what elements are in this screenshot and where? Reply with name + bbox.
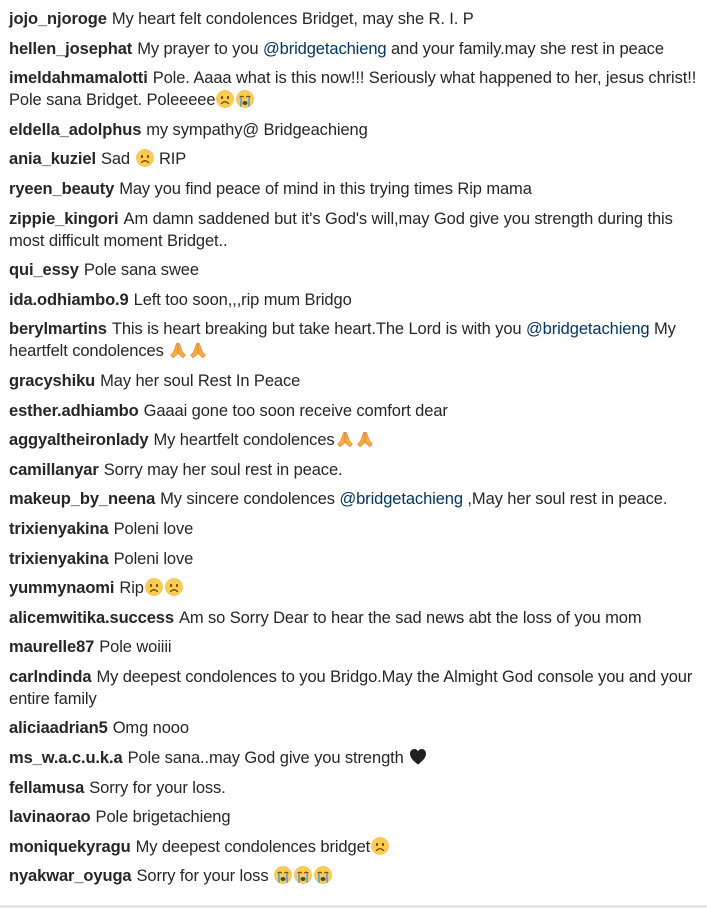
comment-text: Sorry for your loss — [136, 867, 273, 886]
comment-text: My sincere condolences — [160, 490, 340, 509]
comment-username-link[interactable]: jojo_njoroge — [9, 10, 107, 28]
comment — [9, 259, 701, 289]
comment-username-link[interactable]: ryeen_beauty — [9, 179, 115, 198]
comment-text: Pole brigetachieng — [95, 808, 231, 827]
comment-username-link[interactable]: alicemwitika.success — [9, 608, 174, 627]
comment-username-link[interactable]: trixienyakina — [9, 519, 109, 538]
comment — [9, 666, 701, 718]
comment-username-link[interactable]: qui_essy — [9, 261, 79, 280]
comment-username-link[interactable]: ms_w.a.c.u.k.a — [9, 749, 123, 768]
comment-text: Rip — [119, 579, 144, 598]
comment-username-link[interactable]: yummynaomi — [9, 579, 115, 598]
comment — [9, 836, 701, 866]
comment-text: Pole woiiii — [99, 638, 172, 657]
comment-username-link[interactable]: trixienyakina — [9, 549, 109, 568]
sad-face-icon — [216, 90, 234, 108]
sad-face-icon — [371, 837, 389, 855]
comment-text: Gaaai gone too soon receive comfort dear — [143, 401, 448, 420]
comment-text: My heartfelt condolences — [9, 320, 676, 361]
crying-face-icon — [274, 866, 292, 884]
praying-hands-icon — [356, 430, 374, 448]
comment-text: My deepest condolences bridget — [135, 837, 371, 856]
comment-username-link[interactable]: moniquekyragu — [9, 837, 131, 856]
comment-list — [9, 8, 701, 895]
mention-link[interactable]: @bridgetachieng — [262, 39, 387, 58]
mention-link[interactable]: @bridgetachieng — [339, 490, 463, 509]
comment — [9, 636, 701, 666]
comment-username-link[interactable]: camillanyar — [9, 460, 99, 479]
comment — [9, 208, 701, 260]
comment — [9, 806, 701, 836]
comment-text: Sad — [100, 150, 135, 169]
crying-face-icon — [236, 90, 254, 108]
comment — [9, 548, 701, 578]
comment-text: Am so Sorry Dear to hear the sad news abt the loss of you mom — [178, 608, 642, 627]
comment — [9, 577, 701, 607]
comment-username-link[interactable]: fellamusa — [9, 778, 85, 797]
praying-hands-icon — [336, 430, 354, 448]
comment-text: Poleni love — [113, 549, 194, 568]
comment — [9, 289, 701, 319]
black-heart-icon — [409, 748, 427, 766]
comment-text: RIP — [154, 150, 187, 169]
comment-text: May you find peace of mind in this trying times Rip mama — [119, 179, 532, 198]
comment — [9, 488, 701, 518]
comment — [9, 318, 701, 370]
comment-text: My deepest condolences to you Bridgo.May the Almight God console you and your entire family — [9, 667, 693, 708]
comment-username-link[interactable]: zippie_kingori — [9, 209, 119, 228]
comment — [9, 747, 701, 777]
comment-text: Poleni love — [113, 519, 194, 538]
comment-text: Pole sana..may God give you strength — [127, 749, 409, 768]
comment — [9, 865, 701, 895]
comment-text: and your family.may she rest in peace — [386, 39, 664, 58]
crying-face-icon — [314, 866, 332, 884]
comment — [9, 8, 701, 38]
comment — [9, 148, 701, 178]
comment — [9, 38, 701, 68]
comment-username-link[interactable]: berylmartins — [9, 320, 107, 339]
comment-username-link[interactable]: ania_kuziel — [9, 150, 96, 169]
comment — [9, 178, 701, 208]
comment — [9, 518, 701, 548]
comment-text: ,May her soul rest in peace. — [462, 490, 668, 509]
comment-text: Omg nooo — [112, 719, 189, 738]
comment-username-link[interactable]: carlndinda — [9, 667, 92, 686]
comment — [9, 459, 701, 489]
sad-face-icon — [165, 578, 183, 596]
comment-username-link[interactable]: esther.adhiambo — [9, 401, 139, 420]
comment-text: This is heart breaking but take heart.The Lord is with you — [111, 320, 526, 339]
comment-text: Sorry may her soul rest in peace. — [103, 460, 343, 479]
comment-username-link[interactable]: nyakwar_oyuga — [9, 867, 132, 886]
comment-text: my sympathy@ Bridgeachieng — [146, 120, 368, 139]
comment — [9, 370, 701, 400]
comment — [9, 607, 701, 637]
comment-text: Pole sana swee — [83, 261, 199, 280]
comment-username-link[interactable]: hellen_josephat — [9, 39, 133, 58]
comment-text: Sorry for your loss. — [89, 778, 226, 797]
comment — [9, 400, 701, 430]
comment — [9, 67, 701, 119]
comment-text: May her soul Rest In Peace — [100, 371, 301, 390]
comment — [9, 777, 701, 807]
comment-text: My prayer to you — [137, 39, 263, 58]
comment-username-link[interactable]: aliciaadrian5 — [9, 719, 108, 738]
comment-username-link[interactable]: eldella_adolphus — [9, 120, 142, 139]
comment — [9, 119, 701, 149]
mention-link[interactable]: @bridgetachieng — [526, 320, 650, 339]
comment-text: My heart felt condolences Bridget, may she R. I. P — [111, 10, 474, 28]
comment-username-link[interactable]: lavinaorao — [9, 808, 91, 827]
comment-text: My heartfelt condolences — [153, 431, 335, 450]
comment — [9, 717, 701, 747]
comment-username-link[interactable]: makeup_by_neena — [9, 490, 156, 509]
comment-username-link[interactable]: maurelle87 — [9, 638, 95, 657]
comment — [9, 429, 701, 459]
crying-face-icon — [294, 866, 312, 884]
praying-hands-icon — [169, 341, 187, 359]
comment-text: Left too soon,,,rip mum Bridgo — [133, 290, 352, 309]
comment-username-link[interactable]: aggyaltheironlady — [9, 431, 149, 450]
praying-hands-icon — [189, 341, 207, 359]
sad-face-icon — [145, 578, 163, 596]
sad-face-icon — [136, 149, 154, 167]
comment-username-link[interactable]: gracyshiku — [9, 371, 96, 390]
comment-text: Am damn saddened but it's God's will,may God give you strength during this most difficult moment Bridget.. — [9, 209, 673, 250]
comment-text: Pole. Aaaa what is this now!!! Seriously what happened to her, jesus christ!! Pole sana Bridget. Poleeeee — [9, 69, 697, 110]
comment-username-link[interactable]: imeldahmamalotti — [9, 69, 148, 88]
comment-username-link[interactable]: ida.odhiambo.9 — [9, 290, 129, 309]
